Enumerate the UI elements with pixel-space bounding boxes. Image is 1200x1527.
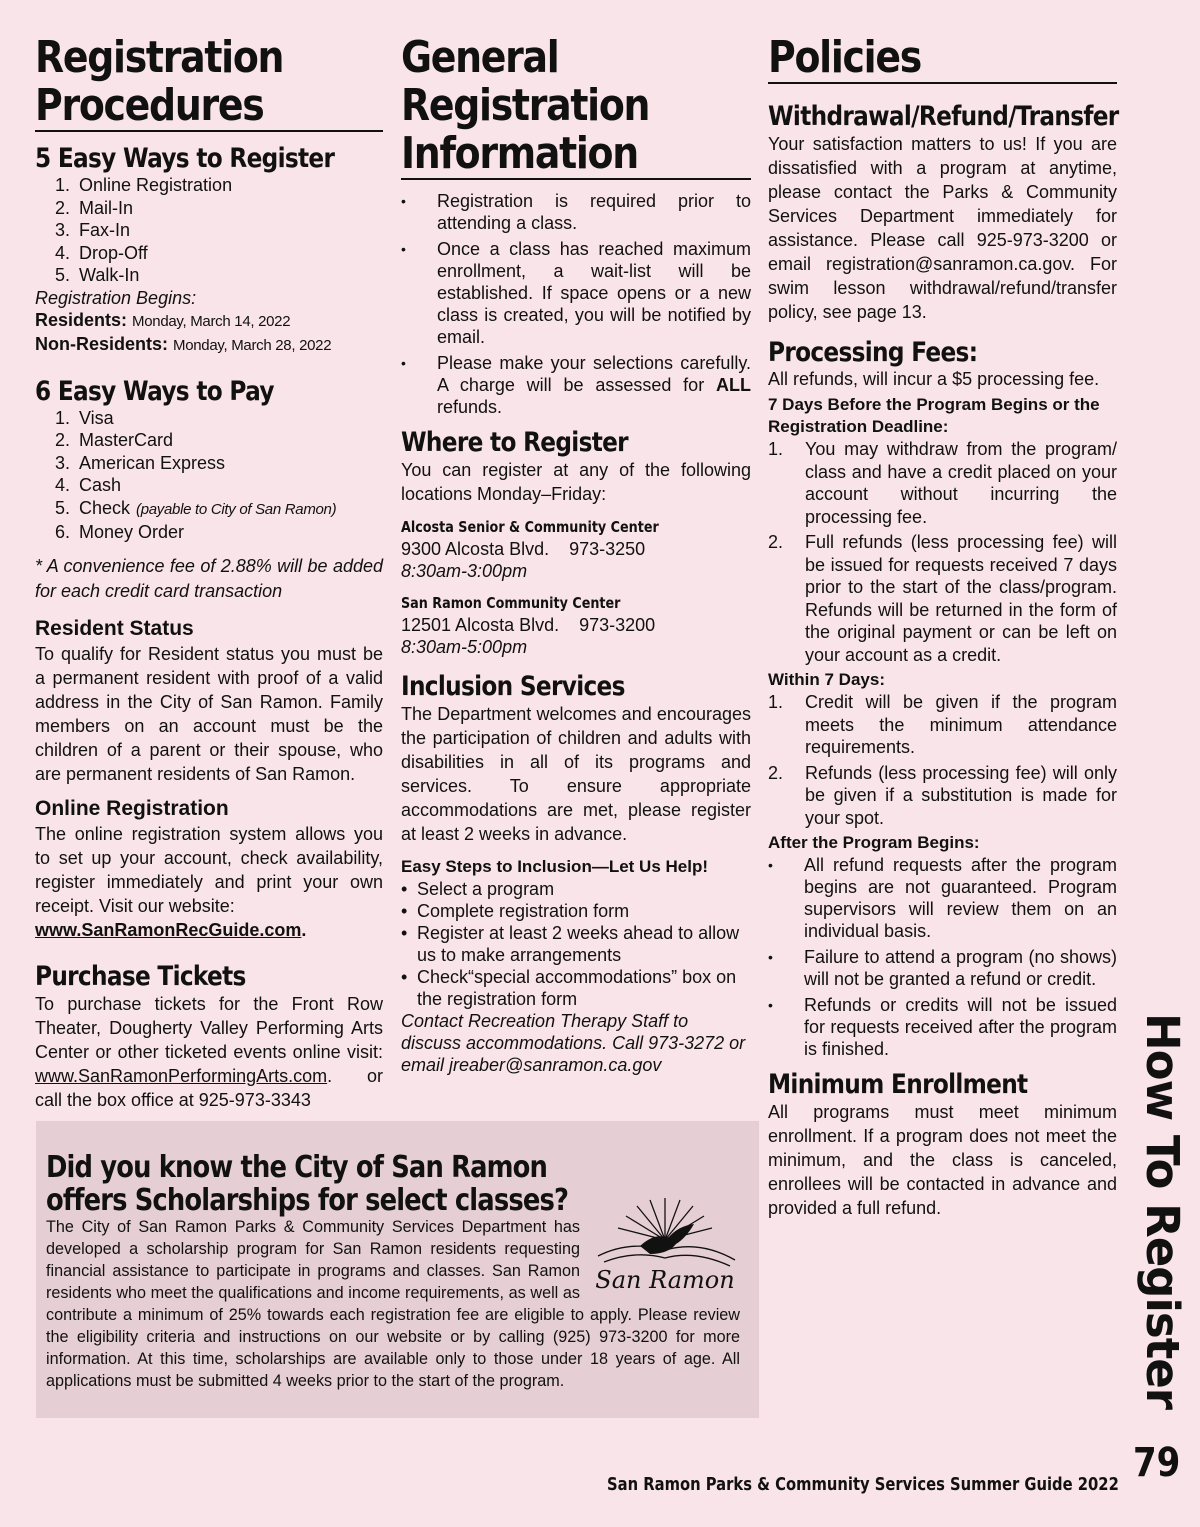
after-item: • Refunds or credits will not be issued for requests received after the program is finished.: [768, 994, 1117, 1060]
seven-days-list: [768, 438, 1117, 666]
fees-text: All refunds, will incur a $5 processing fee.: [768, 369, 1100, 389]
san-ramon-logo-icon: [590, 1188, 740, 1300]
after-heading: After the Program Begins:: [768, 833, 980, 852]
ways-register-list: [35, 174, 383, 287]
online-registration-text: The online registration system allows you to set up your account, check availability, register immediately and print your own receipt. Visit our website: www.SanRamonRecGuide.com.: [35, 823, 383, 940]
scholarship-title: [46, 1151, 568, 1217]
inclusion-text: The Department welcomes and encourages the participation of children and adults with disabilities in all of its programs and services. To ensure appropriate accommodations are met, please register at least 2 weeks in advance.: [401, 704, 751, 844]
ways-pay-heading: 6 Easy Ways to Pay: [35, 375, 274, 407]
gen-title-rule: [401, 130, 751, 180]
loc1-name: Alcosta Senior & Community Center: [401, 518, 659, 536]
loc1-hours: 8:30am-3:00pm: [401, 561, 528, 581]
tickets-heading: Purchase Tickets: [35, 960, 246, 992]
ways-register-heading: 5 Easy Ways to Register: [35, 143, 335, 174]
ways-pay-item: 1. Visa: [55, 407, 114, 428]
section-title-line2: Procedures: [35, 80, 264, 131]
resident-status-text: To qualify for Resident status you must be a permanent resident with proof of a valid address in the City of San Ramon. Family members on an account must be the children of a parent or their spouse, who are permanent residents of San Ramon.: [35, 643, 383, 784]
withdrawal-heading: Withdrawal/Refund/Transfer: [768, 101, 1119, 132]
after-list: [768, 854, 1117, 1060]
loc2-address-line: [401, 614, 751, 636]
residents-date: Monday, March 14, 2022: [132, 312, 291, 330]
general-bullets: [401, 190, 751, 418]
ways-pay-item: 4. Cash: [55, 475, 122, 495]
policies-title-rule: [768, 34, 1117, 84]
ways-pay-list: [35, 407, 383, 544]
after-item: • Failure to attend a program (no shows) will not be granted a refund or credit.: [768, 946, 1117, 990]
ways-register-item: 5. Walk-In: [55, 265, 140, 285]
general-bullet-2: • Once a class has reached maximum enrollment, a wait-list will be established. If space opens or a new class is created, you will be notified by email.: [401, 238, 751, 348]
column-general-info: [401, 34, 751, 1076]
residents-line: [35, 309, 383, 333]
min-enrollment-text: All programs must meet minimum enrollment. If a program does not meet the minimum, and the class is canceled, enrollees will be contacted in advance and provided a full refund.: [768, 1102, 1117, 1218]
min-enrollment-heading: Minimum Enrollment: [768, 1069, 1028, 1100]
gen-title-line2: Registration: [401, 80, 650, 131]
steps-heading: Easy Steps to Inclusion—Let Us Help!: [401, 857, 709, 876]
scholarship-title-line2: offers Scholarships for select classes?: [46, 1183, 569, 1218]
ways-pay-item: 6. Money Order: [55, 522, 185, 542]
where-heading: Where to Register: [401, 427, 628, 458]
where-text: You can register at any of the following locations Monday–Friday:: [401, 460, 751, 504]
step-item: • Register at least 2 weeks ahead to allow us to make arrangements: [401, 922, 751, 966]
tickets-phone: or call the box office at 925-973-3343: [35, 1065, 383, 1110]
seven-days-item: 2. Full refunds (less processing fee) will be issued for requests received 7 days prior to the start of the class/program. Refunds will be returned in the form of the original payment or can be left on your account as a credit.: [768, 532, 1117, 665]
loc1-phone: 973-3250: [569, 539, 646, 559]
withdrawal-text: Your satisfaction matters to us! If you are dissatisfied with a program at anytime, please contact the Parks & Community Services Department immediately for assistance. Please call 925-973-3200 or email registration@sanramon.ca.gov. For swim lesson withdrawal/refund/transfer policy, see page 13.: [768, 134, 1117, 322]
within-item: 1. Credit will be given if the program meets the minimum attendance requirements.: [768, 692, 1117, 757]
resident-status-heading: Resident Status: [35, 616, 194, 640]
step-item: • Select a program: [401, 878, 751, 900]
footer-text: San Ramon Parks & Community Services Summer Guide 2022: [607, 1474, 1119, 1495]
ways-pay-item: 3. American Express: [55, 452, 226, 473]
within-heading: Within 7 Days:: [768, 670, 885, 689]
loc2-address: 12501 Alcosta Blvd.: [401, 615, 560, 635]
scholarship-title-line1: Did you know the City of San Ramon: [46, 1150, 548, 1185]
tickets-text-body: To purchase tickets for the Front Row Theater, Dougherty Valley Performing Arts Center or other ticketed events online visit:: [35, 993, 383, 1062]
side-tab-label: [1136, 1013, 1189, 1409]
ways-pay-item: 5. Check (payable to City of San Ramon): [55, 497, 337, 518]
ways-pay-item: 2. MasterCard: [55, 430, 174, 450]
loc1-address-line: [401, 538, 751, 560]
online-registration-heading: Online Registration: [35, 796, 229, 820]
loc2-name: San Ramon Community Center: [401, 594, 621, 612]
nonresidents-date: Monday, March 28, 2022: [173, 336, 332, 354]
performing-arts-link[interactable]: www.SanRamonPerformingArts.com: [35, 1065, 328, 1086]
seven-days-heading: 7 Days Before the Program Begins or the Registration Deadline:: [768, 395, 1100, 436]
online-text: The online registration system allows you to set up your account, check availability, register immediately and print your own receipt. Visit our website:: [35, 823, 383, 916]
check-note: (payable to City of San Ramon): [136, 500, 337, 518]
inclusion-contact: Contact Recreation Therapy Staff to discuss accommodations. Call 973-3272 or email jreaber@sanramon.ca.gov: [401, 1011, 746, 1075]
ways-register-item: 1. Online Registration: [55, 175, 233, 195]
fee-note: * A convenience fee of 2.88% will be added for each credit card transaction: [35, 555, 383, 601]
steps-list: [401, 878, 751, 1010]
ways-register-item: 3. Fax-In: [55, 220, 131, 240]
reg-begins-label: Registration Begins:: [35, 287, 197, 308]
section-title-rule: [35, 82, 383, 132]
column-registration-procedures: [35, 34, 383, 1112]
scholarship-box: [36, 1121, 759, 1418]
step-item: • Check“special accommodations” box on the registration form: [401, 966, 751, 1010]
ways-register-item: 2. Mail-In: [55, 197, 134, 218]
general-bullet-3: • Please make your selections carefully. A charge will be assessed for ALL refunds.: [401, 352, 751, 418]
after-item: • All refund requests after the program begins are not guaranteed. Program supervisors will review them on an individual basis.: [768, 854, 1117, 942]
nonresidents-label: Non-Residents:: [35, 333, 169, 354]
nonresidents-line: [35, 333, 383, 357]
section-title-line1: Registration: [35, 32, 284, 83]
fees-heading: Processing Fees:: [768, 337, 978, 368]
page-number: 79: [1133, 1440, 1181, 1486]
side-tab-text: How To Register: [1136, 1013, 1189, 1409]
seven-days-item: 1. You may withdraw from the program/ class and have a credit placed on your account without incurring the processing fee.: [768, 439, 1117, 527]
column-policies: [768, 34, 1117, 1220]
step-item: • Complete registration form: [401, 900, 751, 922]
scholarship-text: [46, 1216, 740, 1392]
scholarship-body: The City of San Ramon Parks & Community Services Department has developed a scholarship program for San Ramon residents requesting financial assistance to participate in programs and classes. San Ramon residents who meet the qualifications and income requirements, as well as contribute a minimum of 25% towards each registration fee are eligible to apply. Please review the eligibility criteria and instructions on our website or by calling (925) 973-3200 for more information. At this time, scholarships are available only to those under 18 years of age. All applications must be submitted 4 weeks prior to the start of the program.: [46, 1218, 740, 1390]
svg-text:San Ramon: San Ramon: [595, 1266, 735, 1294]
loc2-phone: 973-3200: [579, 615, 656, 635]
within-item: 2. Refunds (less processing fee) will only be given if a substitution is made for your spot.: [768, 762, 1117, 828]
ways-register-item: 4. Drop-Off: [55, 242, 148, 263]
loc1-address: 9300 Alcosta Blvd.: [401, 539, 550, 559]
inclusion-heading: Inclusion Services: [401, 671, 625, 702]
policies-title: Policies: [768, 32, 921, 83]
gen-title-line3: Information: [401, 128, 638, 179]
gen-title-line1: General: [401, 32, 559, 83]
rec-guide-link[interactable]: www.SanRamonRecGuide.com: [35, 919, 302, 940]
general-bullet-1: • Registration is required prior to attending a class.: [401, 190, 751, 234]
within-list: [768, 691, 1117, 829]
residents-label: Residents:: [35, 309, 128, 330]
loc2-hours: 8:30am-5:00pm: [401, 637, 528, 657]
tickets-text: To purchase tickets for the Front Row Theater, Dougherty Valley Performing Arts Center or other ticketed events online visit: www.SanRamonPerformingArts.com. or call the box office at 925-973-3343: [35, 993, 383, 1110]
